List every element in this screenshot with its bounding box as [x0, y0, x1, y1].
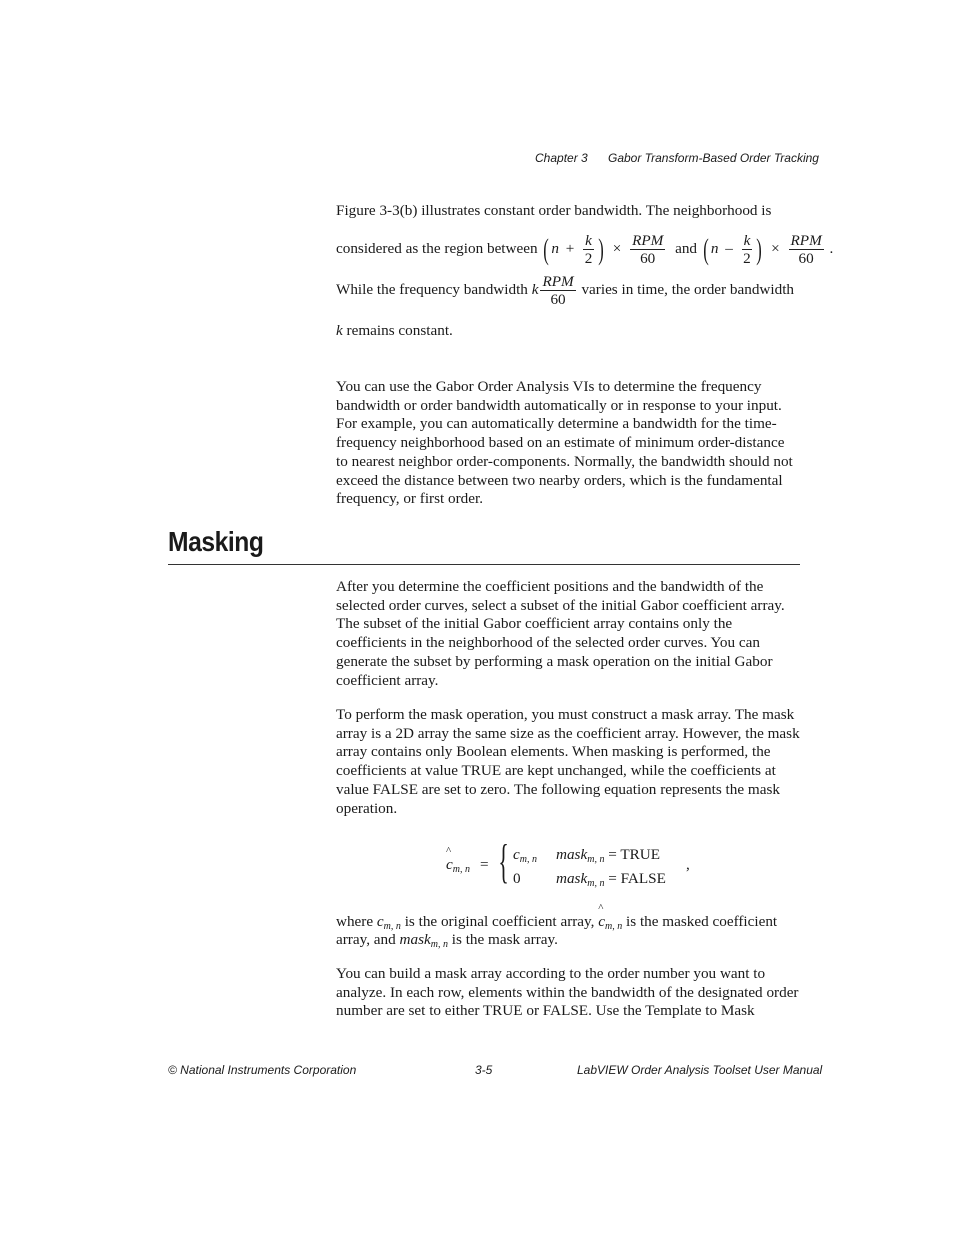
case-false-value: 0 — [513, 870, 521, 887]
subscript-mn: m, n — [430, 939, 448, 950]
subscript-mn: m, n — [587, 854, 605, 865]
header-section: Gabor Transform-Based Order Tracking — [608, 151, 819, 165]
where-text-4: array, and — [336, 931, 396, 948]
mask-var: mask — [556, 846, 588, 863]
frac-den: 2 — [584, 250, 593, 267]
eq-true: = TRUE — [608, 846, 660, 863]
intro-line-3-text: While the frequency bandwidth — [336, 280, 528, 298]
subscript-mn: m, n — [587, 878, 605, 889]
subscript-mn: m, n — [519, 854, 537, 865]
intro-line-2 — [336, 232, 833, 267]
where-text: where — [336, 913, 374, 930]
case-true-value — [513, 846, 537, 865]
case-true-condition — [556, 846, 660, 865]
equation-lhs — [446, 856, 470, 875]
eq-false: = FALSE — [608, 870, 666, 887]
frac-num: RPM — [632, 232, 664, 249]
subscript-mn: m, n — [605, 921, 623, 932]
frac-num: RPM — [790, 232, 822, 249]
c-hat: ^ c — [446, 856, 453, 874]
intro-line-4-text: remains constant. — [346, 322, 453, 339]
plus-sign: + — [565, 239, 575, 257]
footer-copyright: © National Instruments Corporation — [168, 1063, 357, 1077]
paragraph-masking-1: After you determine the coefficient positions and the bandwidth of the selected order curves, select a subset of the initial Gabor coefficient array. The subset of the initial Gabor coefficient array contains only the coefficients in the neighborhood of the selected order curves. You can generate the subset by performing a mask operation on the initial Gabor coefficient array. — [336, 578, 785, 689]
frac-num: k — [585, 232, 592, 249]
equation-comma: , — [686, 856, 690, 873]
fraction-rpm-over-60 — [630, 232, 665, 267]
fraction-k-over-2 — [742, 232, 753, 267]
close-paren: ) — [756, 232, 763, 266]
left-brace: { — [498, 835, 509, 888]
where-text-3: is the masked coefficient — [626, 913, 778, 930]
times-sign: × — [771, 239, 780, 257]
and-word: and — [675, 239, 698, 257]
math-expression-upper — [541, 232, 671, 267]
math-expression-lower — [701, 232, 830, 267]
var-k: k — [531, 280, 539, 298]
frac-den: 60 — [798, 250, 814, 267]
where-line-2 — [336, 931, 558, 950]
fraction-rpm-over-60 — [789, 232, 824, 267]
c-hat: ^ c — [598, 913, 605, 931]
paragraph-masking-3: You can build a mask array according to the order number you want to analyze. In each row, elements within the bandwidth of the designated order number are set to either TRUE or FALSE. Use the Template to Mask — [336, 965, 799, 1020]
minus-sign: – — [725, 239, 733, 257]
intro-line-2-text: considered as the region between — [336, 239, 538, 257]
frac-num: k — [743, 232, 751, 249]
frac-den: 60 — [640, 250, 656, 267]
where-text-5: is the mask array. — [451, 931, 558, 948]
open-paren: ( — [703, 232, 709, 266]
var-n: n — [710, 239, 719, 257]
header-chapter: Chapter 3 — [535, 151, 588, 165]
var-k: k — [336, 322, 343, 339]
c-var: c — [376, 913, 384, 930]
where-line-1 — [336, 913, 777, 932]
section-title: Masking — [168, 526, 264, 557]
mask-var: mask — [399, 931, 431, 948]
intro-line-4 — [336, 322, 453, 340]
c-var: c — [513, 846, 520, 863]
mask-var: mask — [556, 870, 588, 887]
paragraph-masking-2: To perform the mask operation, you must construct a mask array. The mask array is a 2D array the same size as the coefficient array. However, the mask array contains only Boolean elements. When masking is performed, the coefficients at value TRUE are kept unchanged, while the coefficients at value FALSE are set to zero. The following equation represents the mask operation. — [336, 706, 800, 817]
frac-den: 60 — [550, 291, 566, 308]
case-false-condition — [556, 870, 666, 889]
fraction-rpm-over-60 — [540, 273, 575, 308]
close-paren: ) — [598, 232, 604, 266]
var-n: n — [551, 239, 559, 257]
subscript-mn: m, n — [383, 921, 401, 932]
times-sign: × — [612, 239, 622, 257]
paragraph-gabor-bandwidth: You can use the Gabor Order Analysis VIs to determine the frequency bandwidth or order bandwidth automatically or in response to your input. For example, you can automatically determine a bandwidth for the time-frequency neighborhood based on an estimate of minimum order-distance to nearest neighbor order-components. Normally, the bandwidth should not exceed the distance between two nearby orders, which is the fundamental frequency, or first order. — [336, 378, 793, 508]
intro-line-3 — [336, 273, 794, 308]
intro-line-1: Figure 3-3(b) illustrates constant order bandwidth. The neighborhood is — [336, 202, 772, 219]
open-paren: ( — [543, 232, 550, 266]
fraction-k-over-2 — [583, 232, 594, 267]
mask-equation — [446, 835, 706, 894]
equals-sign: = — [480, 856, 489, 873]
section-rule — [168, 564, 800, 565]
where-text-2: is the original coefficient array, — [404, 913, 595, 930]
frac-den: 2 — [743, 250, 751, 267]
period: . — [829, 239, 834, 257]
footer-manual-title: LabVIEW Order Analysis Toolset User Manual — [577, 1063, 823, 1077]
footer-page-number: 3-5 — [475, 1063, 493, 1077]
frac-num: RPM — [542, 273, 574, 290]
intro-line-3-suffix: varies in time, the order bandwidth — [581, 280, 795, 298]
subscript-mn: m, n — [452, 864, 470, 875]
